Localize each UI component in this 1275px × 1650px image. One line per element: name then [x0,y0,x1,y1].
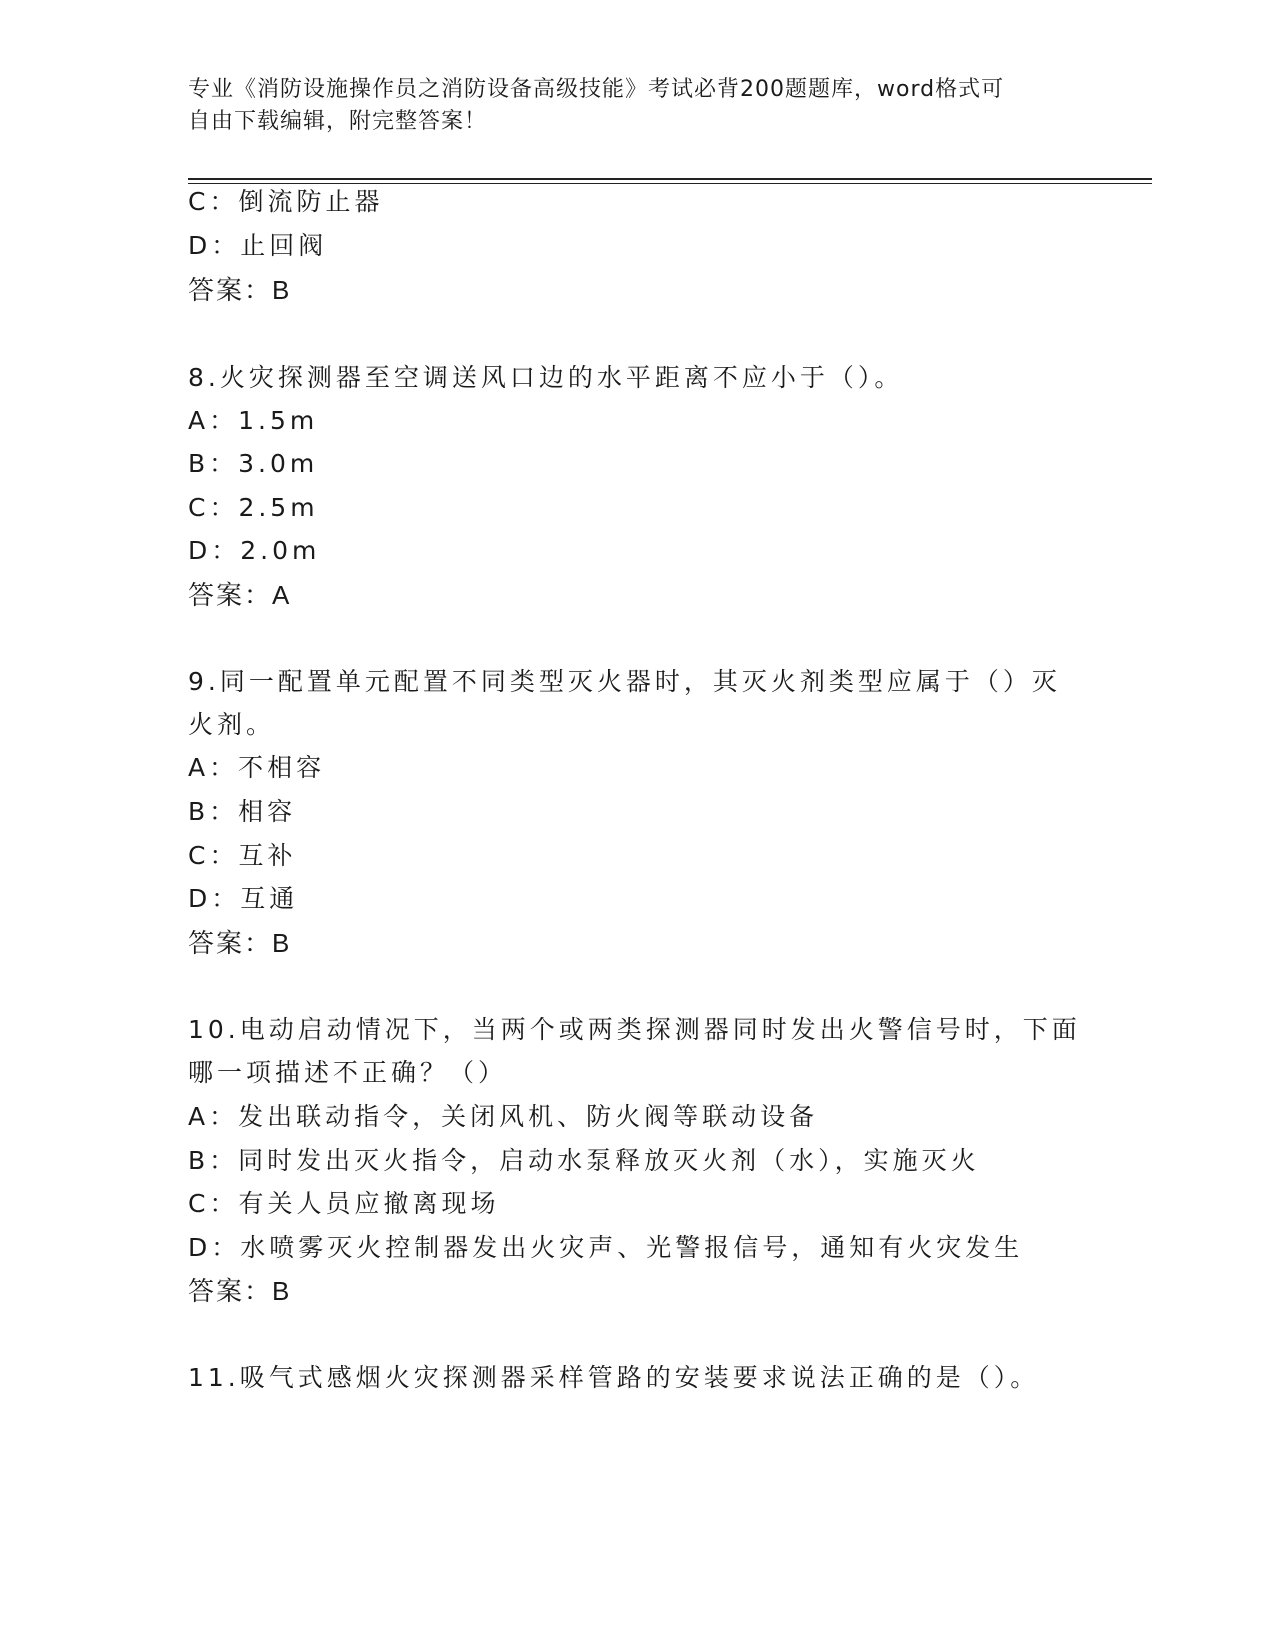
q10-option-b: B：同时发出灭火指令，启动水泵释放灭火剂（水），实施灭火 [188,1146,980,1175]
document-header [188,74,1068,138]
q10-stem-line-2: 哪一项描述不正确？（） [188,1058,508,1087]
q9-option-a: A：不相容 [188,753,326,782]
q9-option-d: D：互通 [188,884,299,913]
q8-option-a: A：1.5m [188,406,319,435]
q7-option-c: C：倒流防止器 [188,187,384,216]
q11-stem: 11.吸气式感烟火灾探测器采样管路的安装要求说法正确的是（）。 [188,1363,1040,1392]
q10-stem-line-1: 10.电动启动情况下，当两个或两类探测器同时发出火警信号时，下面 [188,1015,1081,1044]
q9-option-c: C：互补 [188,841,297,870]
q9-stem-line-2: 火剂。 [188,710,276,739]
q8-option-d: D：2.0m [188,536,321,565]
q10-option-a: A：发出联动指令，关闭风机、防火阀等联动设备 [188,1102,819,1131]
q9-stem-line-1: 9.同一配置单元配置不同类型灭火器时，其灭火剂类型应属于（）灭 [188,667,1061,696]
q9-option-b: B：相容 [188,797,297,826]
q7-answer: 答案：B [188,275,292,305]
header-divider-thin [188,183,1152,184]
header-line-1: 专业《消防设施操作员之消防设备高级技能》考试必背200题题库，word格式可 [188,77,1005,102]
header-divider-thick [188,178,1152,180]
q10-option-d: D：水喷雾灭火控制器发出火灾声、光警报信号，通知有火灾发生 [188,1233,1024,1262]
q8-answer: 答案：A [188,580,292,610]
q8-stem: 8.火灾探测器至空调送风口边的水平距离不应小于（）。 [188,363,904,392]
q8-option-b: B：3.0m [188,449,319,478]
q10-option-c: C：有关人员应撤离现场 [188,1189,500,1218]
q10-answer: 答案：B [188,1276,292,1306]
q7-option-d: D：止回阀 [188,231,328,260]
q9-answer: 答案：B [188,928,292,958]
header-line-2: 自由下载编辑，附完整答案！ [188,109,488,134]
q8-option-c: C：2.5m [188,493,319,522]
